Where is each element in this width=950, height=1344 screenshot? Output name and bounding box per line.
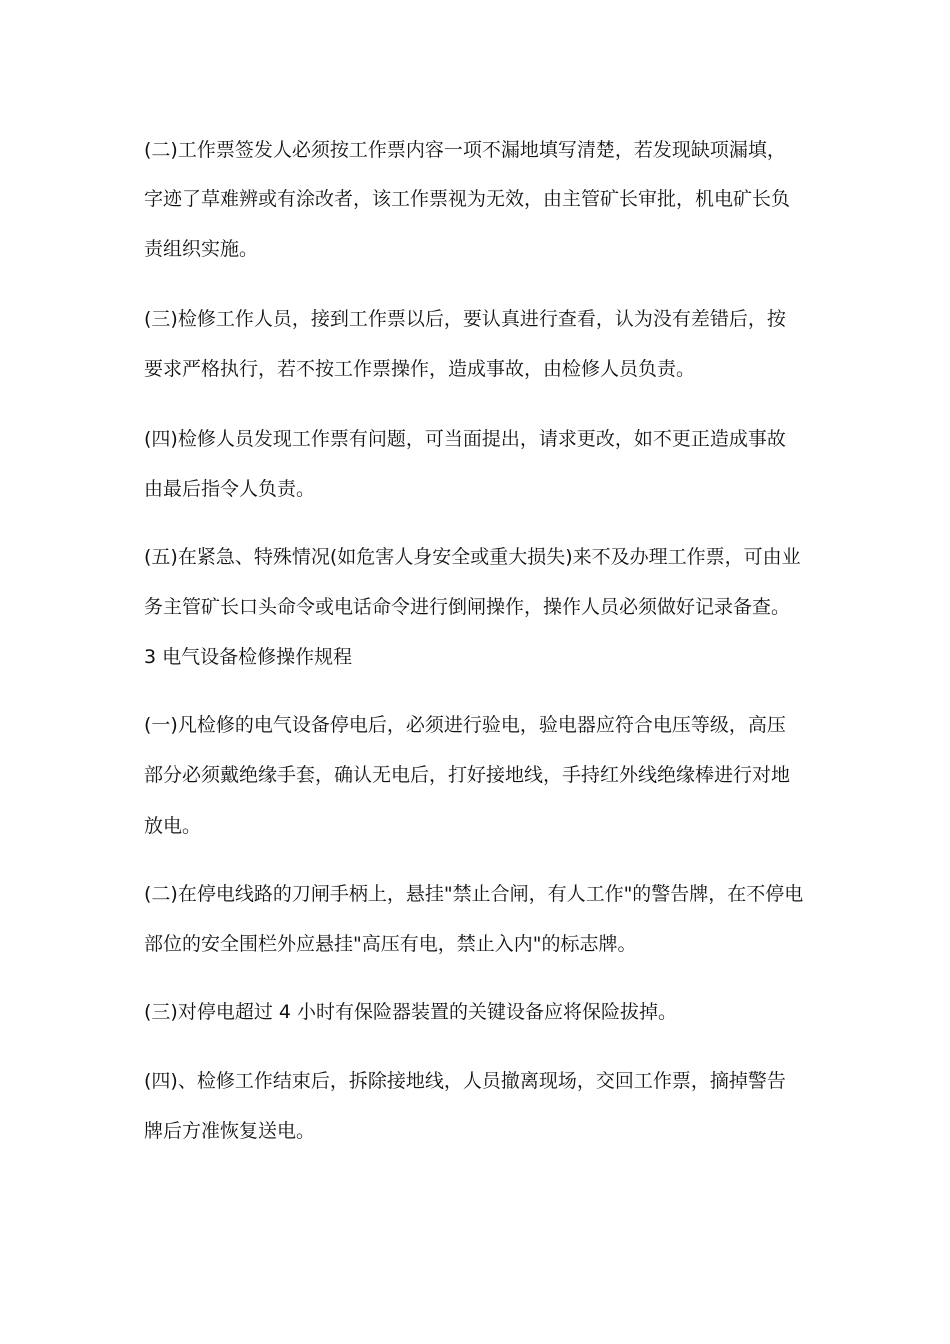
text-line: (二)工作票签发人必须按工作票内容一项不漏地填写清楚，若发现缺项漏填， [144, 139, 786, 161]
text-line: (四)检修人员发现工作票有问题，可当面提出，请求更改，如不更正造成事故 [144, 428, 786, 450]
text-line: (四)、检修工作结束后，拆除接地线，人员撤离现场，交回工作票，摘掉警告 [144, 1070, 786, 1092]
text-line: (三)对停电超过 4 小时有保险器装置的关键设备应将保险拔掉。 [144, 1001, 677, 1023]
text-line: (三)检修工作人员，接到工作票以后，要认真进行查看，认为没有差错后，按 [144, 308, 786, 330]
text-line: (二)在停电线路的刀闸手柄上，悬挂"禁止合闸，有人工作"的警告牌，在不停电 [144, 883, 804, 905]
text-line: 部位的安全围栏外应悬挂"高压有电，禁止入内"的标志牌。 [144, 933, 637, 955]
text-line: 责组织实施。 [144, 238, 259, 260]
text-line: 放电。 [144, 815, 202, 837]
text-line: 要求严格执行，若不按工作票操作，造成事故，由检修人员负责。 [144, 358, 696, 380]
text-line: (一)凡检修的电气设备停电后，必须进行验电，验电器应符合电压等级，高压 [144, 714, 786, 736]
text-line: 务主管矿长口头命令或电话命令进行倒闸操作，操作人员必须做好记录备查。 [144, 596, 791, 618]
text-line: 牌后方准恢复送电。 [144, 1120, 316, 1142]
section-heading: 3 电气设备检修操作规程 [144, 646, 353, 668]
text-line: (五)在紧急、特殊情况(如危害人身安全或重大损失)来不及办理工作票，可由业 [144, 546, 801, 568]
text-line: 部分必须戴绝缘手套，确认无电后，打好接地线，手持红外线绝缘棒进行对地 [144, 764, 791, 786]
text-line: 字迹了草难辨或有涂改者，该工作票视为无效，由主管矿长审批，机电矿长负 [144, 188, 791, 210]
text-line: 由最后指令人负责。 [144, 478, 316, 500]
